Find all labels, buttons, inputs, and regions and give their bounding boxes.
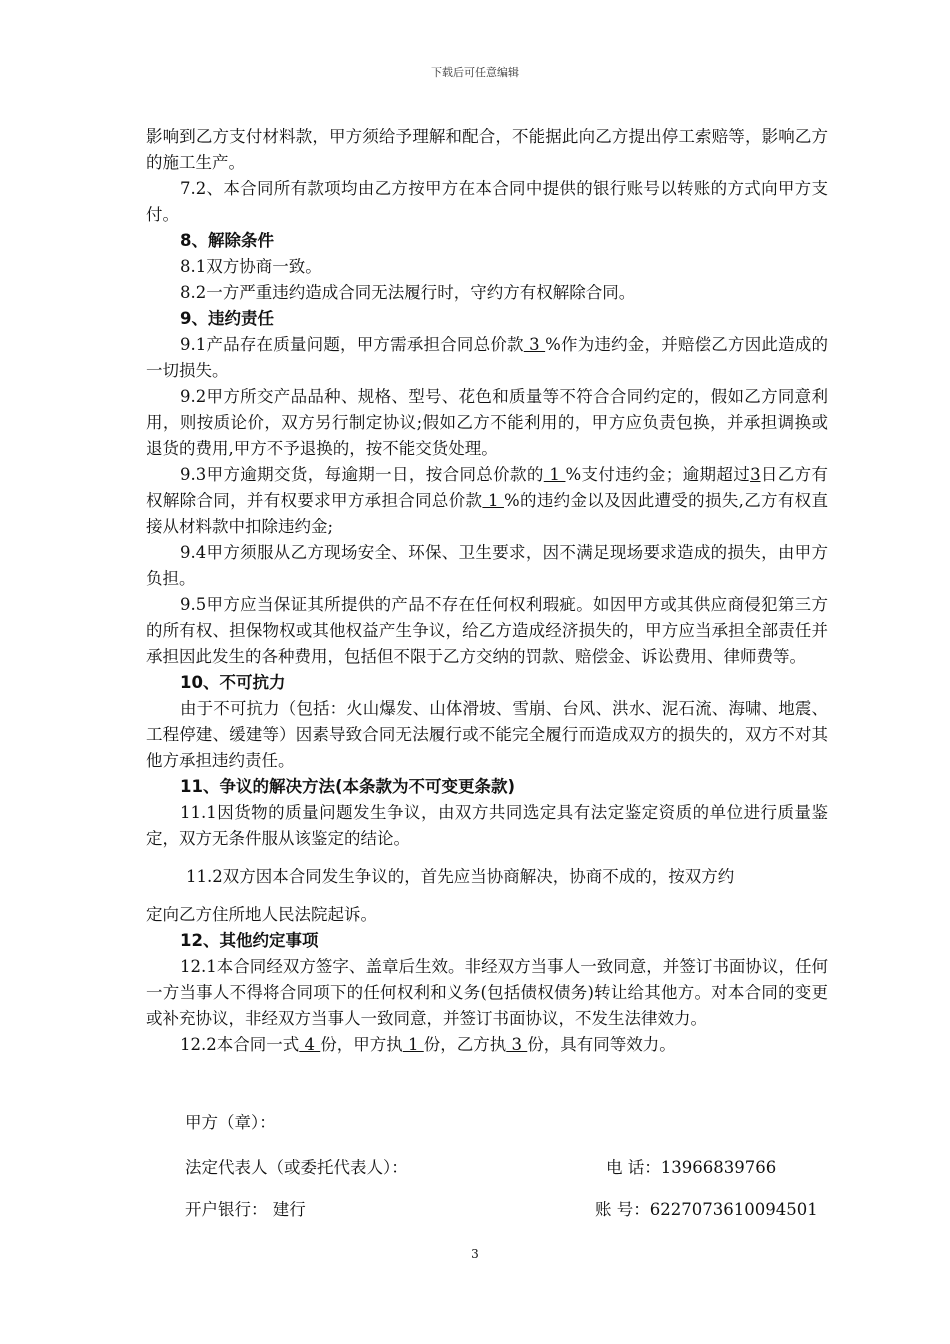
- phone-field: 电 话：13966839766: [606, 1158, 777, 1177]
- clause-11-2: 11.2双方因本合同发生争议的，首先应当协商解决，协商不成的，按双方约: [186, 867, 735, 886]
- page-header: 下载后可任意编辑: [431, 66, 519, 79]
- clause-9-4: 9.4甲方须服从乙方现场安全、环保、卫生要求，因不满足现场要求造成的损失，由甲方负担。: [146, 543, 828, 588]
- signature-representative-row: [185, 1154, 825, 1178]
- clause-12-2: 12.2本合同一式 4 份，甲方执 1 份，乙方执 3 份，具有同等效力。: [180, 1035, 676, 1054]
- clause-12-1: 12.1本合同经双方签字、盖章后生效。非经双方当事人一致同意，并签订书面协议，任何一方当事人不得将合同项下的任何权利和义务(包括债权债务)转让给其他方。对本合同的变更或补充协议，非经双方当事人一致同意，并签订书面协议，不发生法律效力。: [146, 957, 828, 1028]
- paragraph: 影响到乙方支付材料款，甲方须给予理解和配合，不能据此向乙方提出停工索赔等，影响乙方的施工生产。: [146, 127, 828, 172]
- section-heading-11: 11、争议的解决方法(本条款为不可变更条款): [180, 777, 516, 796]
- representative-label: 法定代表人（或委托代表人）：: [185, 1158, 408, 1177]
- page-number: 3: [471, 1247, 479, 1261]
- clause-8-1: 8.1双方协商一致。: [180, 257, 322, 276]
- signature-bank-row: [185, 1196, 825, 1220]
- clause-9-1: 9.1产品存在质量问题，甲方需承担合同总价款 3 %作为违约金，并赔偿乙方因此造成的一切损失。: [146, 335, 828, 380]
- account-field: 账 号：6227073610094501: [595, 1200, 818, 1219]
- clause-9-5: 9.5甲方应当保证其所提供的产品不存在任何权利瑕疵。如因甲方或其供应商侵犯第三方的所有权、担保物权或其他权益产生争议，给乙方造成经济损失的，甲方应当承担全部责任并承担因此发生的各种费用，包括但不限于乙方交纳的罚款、赔偿金、诉讼费用、律师费等。: [146, 595, 828, 666]
- section-heading-10: 10、不可抗力: [180, 673, 286, 692]
- clause-9-3: 9.3甲方逾期交货，每逾期一日，按合同总价款的 1 %支付违约金；逾期超过3日乙方有权解除合同，并有权要求甲方承担合同总价款 1 %的违约金以及因此遭受的损失,乙方有权直接从材料款中扣除违约金;: [146, 465, 828, 536]
- clause-7-2: 7.2、本合同所有款项均由乙方按甲方在本合同中提供的银行账号以转账的方式向甲方支付。: [146, 179, 828, 224]
- clause-8-2: 8.2一方严重违约造成合同无法履行时，守约方有权解除合同。: [180, 283, 636, 302]
- bank-label: 开户银行： 建行: [185, 1200, 306, 1219]
- clause-11-1: 11.1因货物的质量问题发生争议，由双方共同选定具有法定鉴定资质的单位进行质量鉴定，双方无条件服从该鉴定的结论。: [146, 803, 828, 848]
- clause-10: 由于不可抗力（包括：火山爆发、山体滑坡、雪崩、台风、洪水、泥石流、海啸、地震、工程停建、缓建等）因素导致合同无法履行或不能完全履行而造成双方的损失的，双方不对其他方承担违约责任。: [146, 699, 828, 770]
- contract-body: [146, 124, 828, 1058]
- section-heading-12: 12、其他约定事项: [180, 931, 319, 950]
- signature-party-a: 甲方（章）：: [185, 1113, 276, 1132]
- clause-9-2: 9.2甲方所交产品品种、规格、型号、花色和质量等不符合合同约定的，假如乙方同意利用，则按质论价，双方另行制定协议;假如乙方不能利用的，甲方应负责包换，并承担调换或退货的费用,甲方不予退换的，按不能交货处理。: [146, 387, 828, 458]
- section-heading-9: 9、违约责任: [180, 309, 274, 328]
- clause-11-2-cont: 定向乙方住所地人民法院起诉。: [146, 905, 377, 924]
- section-heading-8: 8、解除条件: [180, 231, 274, 250]
